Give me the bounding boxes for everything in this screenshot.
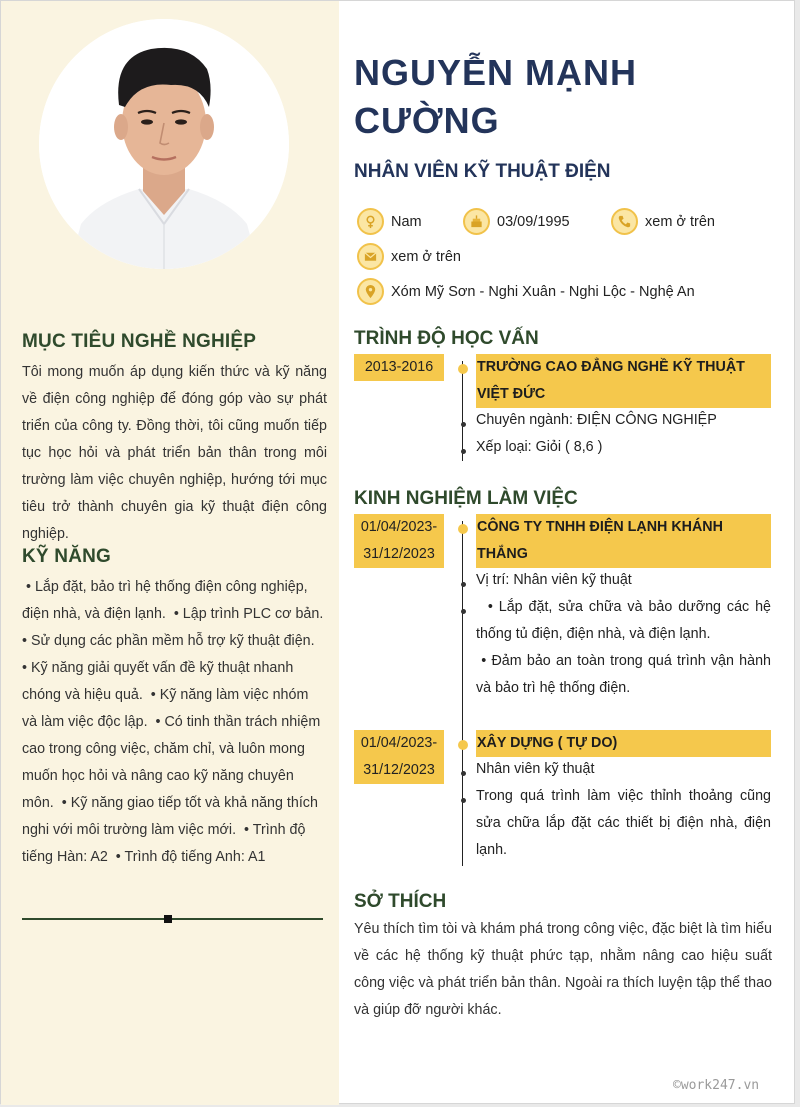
email-info xyxy=(357,243,461,270)
experience-heading: KINH NGHIỆM LÀM VIỆC xyxy=(354,488,578,509)
bullet-dot xyxy=(461,609,466,614)
skills-heading: KỸ NĂNG xyxy=(22,546,112,567)
watermark: ©work247.vn xyxy=(673,1078,760,1093)
education-timeline-line xyxy=(462,361,463,461)
job-1-date: 01/04/2023-31/12/2023 xyxy=(354,514,444,568)
education-major: Chuyên ngành: ĐIỆN CÔNG NGHIỆP xyxy=(476,412,717,428)
phone-value: xem ở trên xyxy=(645,213,715,230)
job-2-timeline-dot xyxy=(458,740,468,750)
job-2-company: XÂY DỰNG ( TỰ DO) xyxy=(476,730,771,757)
birthday-value: 03/09/1995 xyxy=(497,213,570,230)
hobbies-text: Yêu thích tìm tòi và khám phá trong công việc, đặc biệt là tìm hiểu về các hệ thống kỹ thuật phức tạp, nhằm nâng cao hiệu suất công việc và phát triển bản thân. Ngoài ra thích luyện tập thể thao và giúp đỡ người khác. xyxy=(354,921,773,1018)
objective-heading: MỤC TIÊU NGHỀ NGHIỆP xyxy=(22,331,257,352)
hobbies-heading: SỞ THÍCH xyxy=(354,891,447,912)
divider-marker xyxy=(164,915,172,923)
job-1-line-2: • Lắp đặt, sửa chữa và bảo dưỡng các hệ thống tủ điện, điện nhà, và điện lạnh. xyxy=(476,599,775,642)
education-date: 2013-2016 xyxy=(354,354,444,381)
location-pin-icon xyxy=(357,278,384,305)
bullet-dot xyxy=(461,449,466,454)
job-1-line-3: • Đảm bảo an toàn trong quá trình vận hành và bảo trì hệ thống điện. xyxy=(476,653,775,696)
job-1-line-1: Vị trí: Nhân viên kỹ thuật xyxy=(476,572,632,588)
experience-timeline-line xyxy=(462,521,463,866)
email-icon xyxy=(357,243,384,270)
education-grade: Xếp loại: Giỏi ( 8,6 ) xyxy=(476,439,603,455)
cake-icon xyxy=(463,208,490,235)
bullet-dot xyxy=(461,422,466,427)
email-value: xem ở trên xyxy=(391,248,461,265)
sidebar-divider xyxy=(22,918,323,920)
address-value: Xóm Mỹ Sơn - Nghi Xuân - Nghi Lộc - Nghệ An xyxy=(391,283,695,300)
bullet-dot xyxy=(461,771,466,776)
bullet-dot xyxy=(461,582,466,587)
education-school: TRƯỜNG CAO ĐẲNG NGHỀ KỸ THUẬT VIỆT ĐỨC xyxy=(476,354,771,408)
phone-info xyxy=(611,208,715,235)
job-1-company: CÔNG TY TNHH ĐIỆN LẠNH KHÁNH THẮNG xyxy=(476,514,771,568)
job-title: NHÂN VIÊN KỸ THUẬT ĐIỆN xyxy=(354,161,611,182)
job-2-line-2: Trong quá trình làm việc thỉnh thoảng cũng sửa chữa lắp đặt các thiết bị điện nhà, điện lạnh. xyxy=(476,788,771,858)
profile-photo xyxy=(39,19,289,269)
education-timeline-dot xyxy=(458,364,468,374)
left-sidebar xyxy=(1,1,339,1105)
job-2-date: 01/04/2023-31/12/2023 xyxy=(354,730,444,784)
job-1-timeline-dot xyxy=(458,524,468,534)
education-heading: TRÌNH ĐỘ HỌC VẤN xyxy=(354,328,539,349)
address-info xyxy=(357,278,695,305)
candidate-name: NGUYỄN MẠNH CƯỜNG xyxy=(354,52,638,141)
gender-info xyxy=(357,208,422,235)
gender-icon xyxy=(357,208,384,235)
skills-text: • Lắp đặt, bảo trì hệ thống điện công nghiệp, điện nhà, và điện lạnh. • Lập trình PLC cơ bản. • Sử dụng các phần mềm hỗ trợ kỹ thuật điện. • Kỹ năng giải quyết vấn đề kỹ thuật nhanh chóng và hiệu quả. • Kỹ năng làm việc nhóm và làm việc độc lập. • Có tinh thần trách nhiệm cao trong công việc, chăm chỉ, và luôn mong muốn học hỏi và nâng cao kỹ năng chuyên môn. • Kỹ năng giao tiếp tốt và khả năng thích nghi với môi trường làm việc mới. • Trình độ tiếng Hàn: A2 • Trình độ tiếng Anh: A1 xyxy=(22,579,332,865)
birthday-info xyxy=(463,208,570,235)
job-2-line-1: Nhân viên kỹ thuật xyxy=(476,761,595,777)
phone-icon xyxy=(611,208,638,235)
objective-text: Tôi mong muốn áp dụng kiến thức và kỹ năng về điện công nghiệp để đóng góp vào sự phát triển của công ty. Đồng thời, tôi cũng muốn tiếp tục học hỏi và phát triển bản thân trong môi trường làm việc chuyên nghiệp, hướng tới mục tiêu trở thành chuyên gia kỹ thuật điện công nghiệp. xyxy=(22,364,327,542)
gender-value: Nam xyxy=(391,213,422,230)
bullet-dot xyxy=(461,798,466,803)
